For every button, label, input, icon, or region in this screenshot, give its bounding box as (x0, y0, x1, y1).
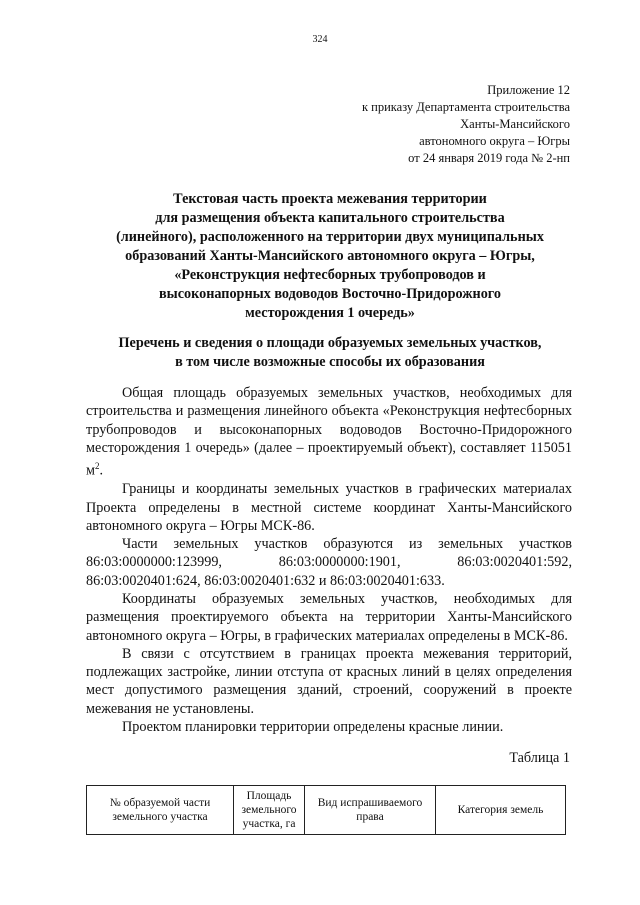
document-title (90, 190, 570, 323)
title-line: образований Ханты-Мансийского автономного округа – Югры, (125, 248, 535, 264)
title-line: для размещения объекта капитального строительства (155, 210, 505, 226)
header-area: Площадь земельного участка, га (234, 786, 305, 835)
paragraph-text: Общая площадь образуемых земельных участков, необходимых для строительства и размещения линейного объекта «Реконструкция нефтесборных трубопроводов и высоконапорных водоводов Восточно-Придорожного месторождения 1 очередь» (далее – проектируемый объект), составляет 115051 м (86, 385, 572, 479)
appendix-line: Ханты-Мансийского (460, 117, 570, 131)
land-plots-table (86, 785, 566, 835)
title-line: «Реконструкция нефтесборных трубопроводов и (174, 267, 486, 283)
appendix-line: автономного округа – Югры (419, 134, 570, 148)
paragraph-coordinates-system: Границы и координаты земельных участков в графических материалах Проекта определены в местной системе координат Ханты-Мансийского автономного округа – Югры МСК-86. (86, 481, 572, 534)
paragraph-red-lines: Проектом планировки территории определены красные линии. (122, 719, 504, 736)
appendix-line: от 24 января 2019 года № 2-нп (408, 151, 570, 165)
paragraph-coordinates: Координаты образуемых земельных участков, необходимых для размещения проектируемого объекта на территории Ханты-Мансийского автономного округа – Югры, в графических материалах определены в МСК-86. (86, 591, 572, 644)
section-title-line: в том числе возможные способы их образования (175, 354, 485, 370)
area-unit-superscript: 2 (94, 461, 100, 472)
paragraph-setback-lines: В связи с отсутствием в границах проекта межевания территорий, подлежащих застройке, линии отступа от красных линий в целях определения мест допустимого размещения зданий, строений, сооружений в проекте межевания не установлены. (86, 645, 572, 717)
title-line: (линейного), расположенного на территории двух муниципальных (116, 229, 544, 245)
header-land-category: Категория земель (436, 786, 566, 835)
appendix-line: Приложение 12 (487, 83, 570, 97)
header-plot-number: № образуемой части земельного участка (87, 786, 234, 835)
section-title-line: Перечень и сведения о площади образуемых земельных участков, (118, 335, 542, 351)
paragraph-land-parts: Части земельных участков образуются из земельных участков 86:03:0000000:123999, 86:03:0000000:1901, 86:03:0020401:592, 86:03:0020401:624, 86:03:0020401:632 и 86:03:0020401:633. (86, 536, 572, 589)
header-right-type: Вид испрашиваемого права (305, 786, 436, 835)
paragraph-end: . (99, 462, 104, 479)
section-title (80, 334, 580, 372)
table-header-row (87, 786, 566, 835)
page-number: 324 (312, 34, 328, 45)
paragraph-total-area (86, 384, 572, 480)
title-line: Текстовая часть проекта межевания территории (173, 191, 487, 207)
body-text (86, 384, 572, 736)
title-line: высоконапорных водоводов Восточно-Придорожного (159, 286, 501, 302)
table-caption: Таблица 1 (509, 750, 570, 766)
appendix-block (362, 82, 570, 167)
title-line: месторождения 1 очередь» (245, 305, 415, 321)
appendix-line: к приказу Департамента строительства (361, 100, 570, 114)
